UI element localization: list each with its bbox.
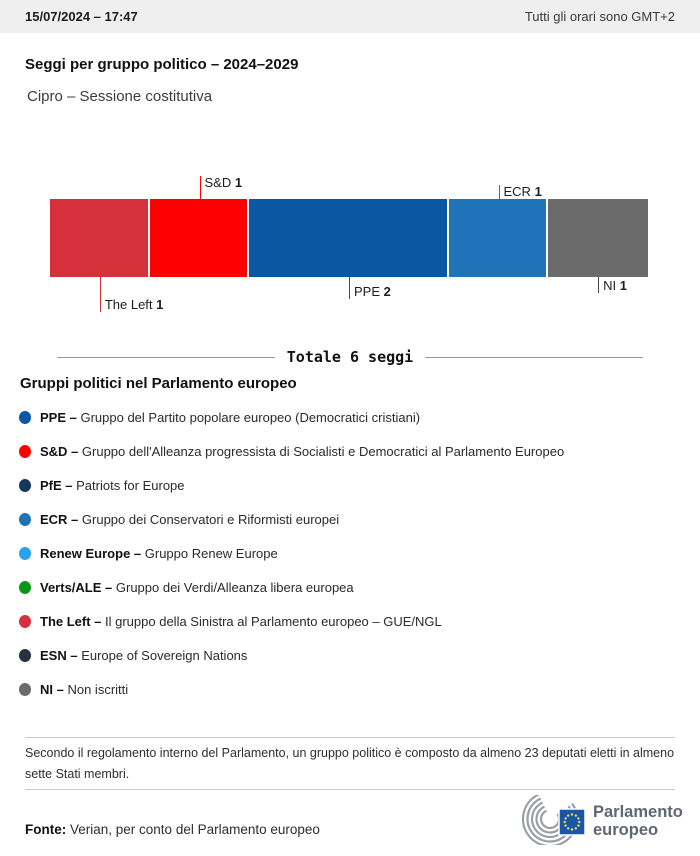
legend-item-label: Renew Europe – Gruppo Renew Europe	[40, 545, 278, 561]
legend-item	[19, 400, 679, 434]
callout-label: PPE 2	[354, 284, 391, 299]
page-title: Seggi per gruppo politico – 2024–2029	[25, 56, 299, 73]
bar-segment-ni[interactable]	[548, 199, 648, 277]
callout-label: ECR 1	[503, 184, 542, 199]
callout-tick	[598, 277, 599, 293]
logo-text-line1: Parlamento	[593, 803, 683, 821]
callout-tick	[200, 176, 201, 199]
callout-tick	[499, 185, 500, 199]
bar-segment-the-left[interactable]	[50, 199, 150, 277]
bar-segment-ecr[interactable]	[449, 199, 549, 277]
bar-segment-s-d[interactable]	[150, 199, 250, 277]
legend-item	[19, 638, 679, 672]
legend-item	[19, 502, 679, 536]
source-text: Verian, per conto del Parlamento europeo	[66, 822, 320, 837]
legend-item	[19, 672, 679, 706]
legend-color-dot	[19, 683, 31, 696]
legend-item-label: PPE – Gruppo del Partito popolare europeo (Democratici cristiani)	[40, 409, 421, 425]
eu-flag-icon	[559, 809, 585, 835]
datetime-label: 15/07/2024 – 17:47	[25, 9, 138, 24]
timezone-note: Tutti gli orari sono GMT+2	[524, 9, 675, 24]
legend-color-dot	[19, 581, 31, 594]
footer-divider-top	[25, 737, 675, 738]
legend-item-label: ESN – Europe of Sovereign Nations	[40, 647, 248, 663]
political-groups-legend	[19, 400, 679, 706]
bar-segment-ppe[interactable]	[249, 199, 448, 277]
legend-item-label: ECR – Gruppo dei Conservatori e Riformisti europei	[40, 511, 340, 527]
callout-tick	[349, 277, 350, 299]
legend-item	[19, 536, 679, 570]
legend-item	[19, 434, 679, 468]
legend-heading: Gruppi politici nel Parlamento europeo	[20, 375, 297, 392]
european-parliament-logo	[520, 795, 698, 845]
legend-item-label: PfE – Patriots for Europe	[40, 477, 185, 493]
legend-item	[19, 570, 679, 604]
legend-item-label: Verts/ALE – Gruppo dei Verdi/Alleanza libera europea	[40, 579, 354, 595]
logo-text-line2: europeo	[593, 821, 659, 839]
legend-item-label: S&D – Gruppo dell'Alleanza progressista di Socialisti e Democratici al Parlamento Europeo	[40, 443, 565, 459]
divider-line-left	[57, 357, 275, 358]
total-seats-label: Totale 6 seggi	[286, 348, 414, 366]
callout-label: NI 1	[603, 278, 628, 293]
legend-color-dot	[19, 411, 31, 424]
legend-item	[19, 604, 679, 638]
legend-color-dot	[19, 649, 31, 662]
divider-line-right	[425, 357, 643, 358]
page-subtitle: Cipro – Sessione costitutiva	[27, 88, 213, 105]
footnote: Secondo il regolamento interno del Parlamento, un gruppo politico è composto da almeno 23 deputati eletti in almeno sette Stati membri.	[25, 746, 675, 781]
legend-color-dot	[19, 513, 31, 526]
callout-label: The Left 1	[104, 297, 164, 312]
footer-divider-bottom	[25, 789, 675, 790]
source-label: Fonte:	[25, 822, 67, 837]
callout-label: S&D 1	[204, 175, 243, 190]
legend-color-dot	[19, 547, 31, 560]
legend-color-dot	[19, 445, 31, 458]
legend-item-label: NI – Non iscritti	[40, 681, 129, 697]
legend-color-dot	[19, 615, 31, 628]
source-line	[25, 822, 320, 837]
callout-tick	[100, 277, 101, 312]
top-bar	[0, 0, 700, 33]
legend-item	[19, 468, 679, 502]
legend-item-label: The Left – Il gruppo della Sinistra al Parlamento europeo – GUE/NGL	[40, 613, 442, 629]
legend-color-dot	[19, 479, 31, 492]
total-seats-divider	[57, 348, 643, 366]
